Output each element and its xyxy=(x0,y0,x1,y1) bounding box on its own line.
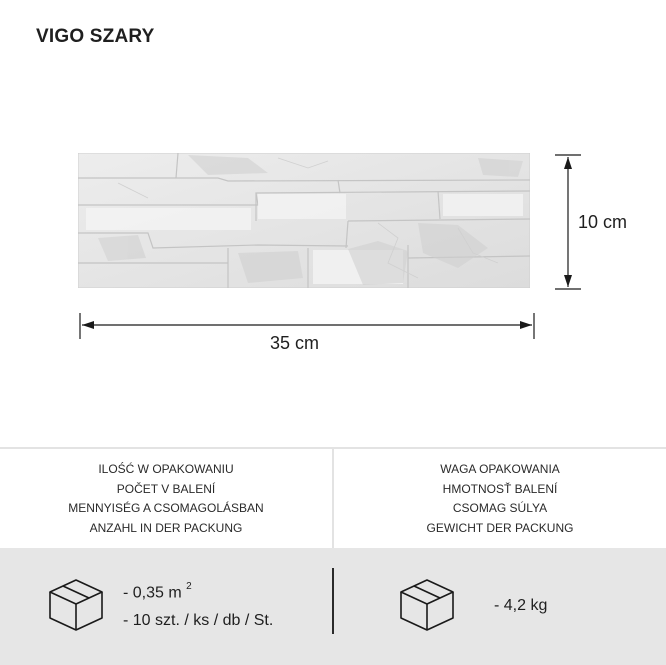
values-separator xyxy=(332,568,334,634)
weight-label-de: GEWICHT DER PACKUNG xyxy=(426,521,574,536)
width-dimension-label: 35 cm xyxy=(270,333,320,353)
weight-value: - 4,2 kg xyxy=(494,597,548,614)
quantity-label-hu: MENNYISÉG A CSOMAGOLÁSBAN xyxy=(68,501,264,516)
pieces-value: - 10 szt. / ks / db / St. xyxy=(123,612,274,629)
quantity-label-cs: POČET V BALENÍ xyxy=(116,481,216,496)
area-value: - 0,35 m $^2$ xyxy=(123,581,192,602)
height-dimension-label: 10 cm xyxy=(578,212,628,232)
quantity-label-pl: ILOŚĆ W OPAKOWANIU xyxy=(98,462,234,476)
package-info-values xyxy=(0,548,666,665)
product-title: VIGO SZARY xyxy=(36,26,155,47)
weight-labels xyxy=(334,460,666,539)
quantity-label-de: ANZAHL IN DER PACKUNG xyxy=(89,521,243,536)
quantity-labels xyxy=(0,460,332,539)
weight-label-sk: HMOTNOSŤ BALENÍ xyxy=(442,481,558,496)
weight-label-hu: CSOMAG SÚLYA xyxy=(452,501,548,516)
package-box-icon xyxy=(399,575,455,633)
package-info-panel xyxy=(0,447,666,665)
package-box-icon xyxy=(48,575,104,633)
package-info-labels xyxy=(0,447,666,548)
weight-label-pl: WAGA OPAKOWANIA xyxy=(440,462,560,476)
